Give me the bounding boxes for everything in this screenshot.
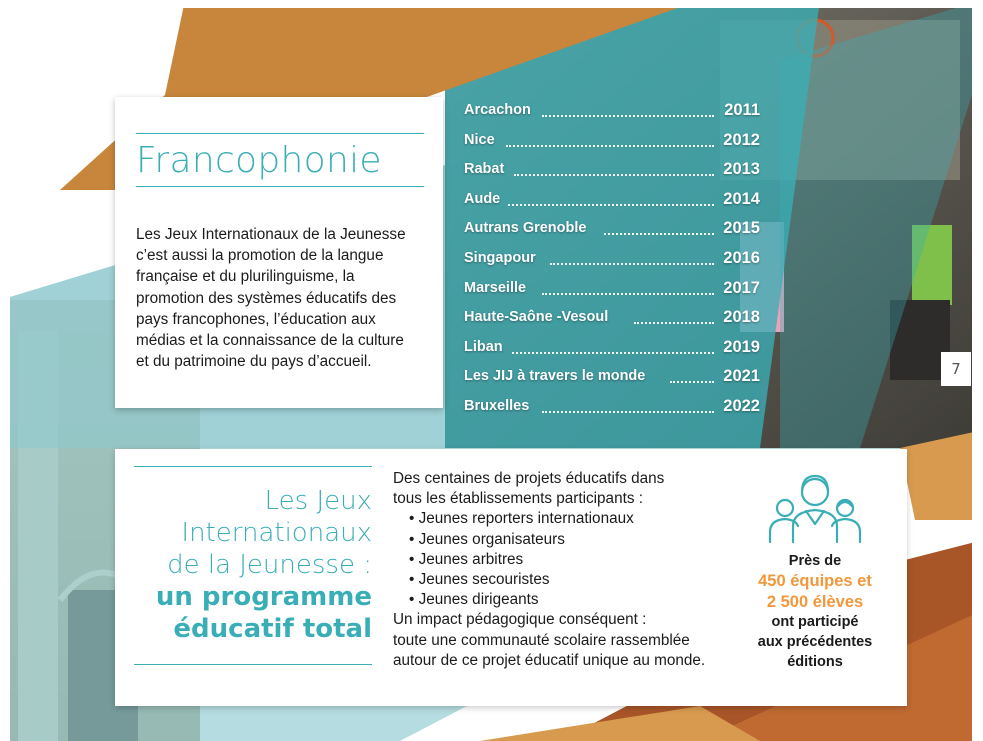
edition-year: 2015	[723, 219, 760, 238]
edition-row	[464, 128, 760, 158]
edition-leader-dots	[506, 145, 714, 147]
edition-leader-dots	[634, 322, 714, 324]
edition-leader-dots	[512, 352, 714, 354]
francophonie-rule-top	[136, 133, 424, 134]
paragraph-line: médias et la connaissance de la culture	[136, 332, 404, 350]
programme-title-bold-line: un programme	[155, 582, 372, 612]
edition-city: Rabat	[464, 161, 505, 178]
edition-row	[464, 364, 760, 394]
stats-line: éditions	[787, 654, 843, 671]
programme-title	[156, 485, 372, 645]
project-bullet: • Jeunes dirigeants	[409, 591, 539, 609]
edition-leader-dots	[542, 293, 714, 295]
programme-title-bold-line: éducatif total	[173, 614, 372, 644]
paragraph-line: et du patrimoine du pays d’accueil.	[136, 353, 372, 371]
stats-highlight: 2 500 élèves	[766, 592, 864, 611]
edition-leader-dots	[542, 115, 714, 117]
edition-city: Nice	[464, 131, 495, 148]
stats-highlight: 450 équipes et	[758, 572, 872, 591]
edition-row	[464, 305, 760, 335]
edition-leader-dots	[604, 233, 714, 235]
edition-row	[464, 276, 760, 306]
edition-year: 2019	[723, 337, 760, 356]
edition-city: Autrans Grenoble	[464, 220, 587, 237]
edition-city: Bruxelles	[464, 397, 530, 414]
francophonie-title: Francophonie	[136, 140, 382, 181]
stats-line: ont participé	[771, 613, 859, 630]
programme-title-line: de la Jeunesse :	[167, 550, 372, 580]
programme-title-line: Les Jeux	[264, 486, 372, 516]
stats-line: Près de	[788, 553, 842, 569]
intro-line: Des centaines de projets éducatifs dans	[393, 470, 665, 487]
edition-row	[464, 394, 760, 424]
edition-city: Aude	[464, 190, 501, 207]
edition-city: Arcachon	[464, 102, 531, 118]
francophonie-paragraph	[136, 224, 428, 372]
edition-year: 2014	[723, 189, 760, 208]
project-bullet: • Jeunes arbitres	[409, 550, 524, 568]
edition-row	[464, 187, 760, 217]
edition-year: 2012	[723, 130, 760, 149]
francophonie-rule-bottom	[136, 186, 424, 187]
edition-year: 2022	[723, 396, 760, 415]
paragraph-line: française et du plurilinguisme, la	[136, 268, 355, 286]
edition-row	[464, 335, 760, 365]
people-group-icon	[766, 470, 864, 544]
frame-left	[0, 0, 10, 741]
frame-top	[0, 0, 983, 8]
programme-title-line: Internationaux	[181, 518, 372, 548]
edition-year: 2011	[724, 101, 760, 119]
edition-year: 2013	[723, 160, 760, 179]
participation-stats	[718, 551, 912, 673]
programme-rule-top	[134, 466, 372, 467]
impact-line: autour de ce projet éducatif unique au monde.	[393, 651, 706, 669]
impact-line: Un impact pédagogique conséquent :	[393, 611, 647, 629]
edition-row	[464, 216, 760, 246]
paragraph-line: pays francophones, l’éducation aux	[136, 310, 376, 328]
edition-row	[464, 246, 760, 276]
edition-city: Haute-Saône -Vesoul	[464, 309, 609, 326]
intro-line: tous les établissements participants :	[393, 490, 643, 508]
edition-city: Singapour	[464, 249, 536, 266]
project-bullet: • Jeunes secouristes	[409, 571, 550, 589]
programme-rule-bottom	[134, 664, 372, 665]
edition-leader-dots	[542, 411, 714, 413]
page-number: 7	[941, 352, 971, 386]
edition-leader-dots	[670, 381, 714, 383]
edition-leader-dots	[508, 204, 714, 206]
edition-city: Marseille	[464, 279, 527, 296]
programme-description	[393, 469, 705, 671]
project-bullet: • Jeunes organisateurs	[409, 530, 565, 548]
edition-year: 2018	[723, 308, 760, 327]
edition-city: Les JIJ à travers le monde	[464, 368, 646, 385]
paragraph-line: Les Jeux Internationaux de la Jeunesse	[136, 226, 406, 243]
project-bullet: • Jeunes reporters internationaux	[409, 510, 634, 528]
edition-leader-dots	[514, 174, 714, 176]
paragraph-line: promotion des systèmes éducatifs des	[136, 289, 397, 307]
paragraph-line: c’est aussi la promotion de la langue	[136, 247, 384, 265]
edition-row	[464, 157, 760, 187]
frame-right	[972, 0, 983, 741]
editions-list	[464, 98, 760, 424]
impact-line: toute une communauté scolaire rassemblée	[393, 631, 690, 649]
edition-row	[464, 98, 760, 128]
edition-year: 2021	[723, 367, 760, 386]
edition-year: 2017	[723, 278, 760, 297]
edition-leader-dots	[550, 263, 714, 265]
edition-city: Liban	[464, 338, 503, 355]
stats-line: aux précédentes	[757, 634, 873, 651]
edition-year: 2016	[723, 248, 760, 267]
